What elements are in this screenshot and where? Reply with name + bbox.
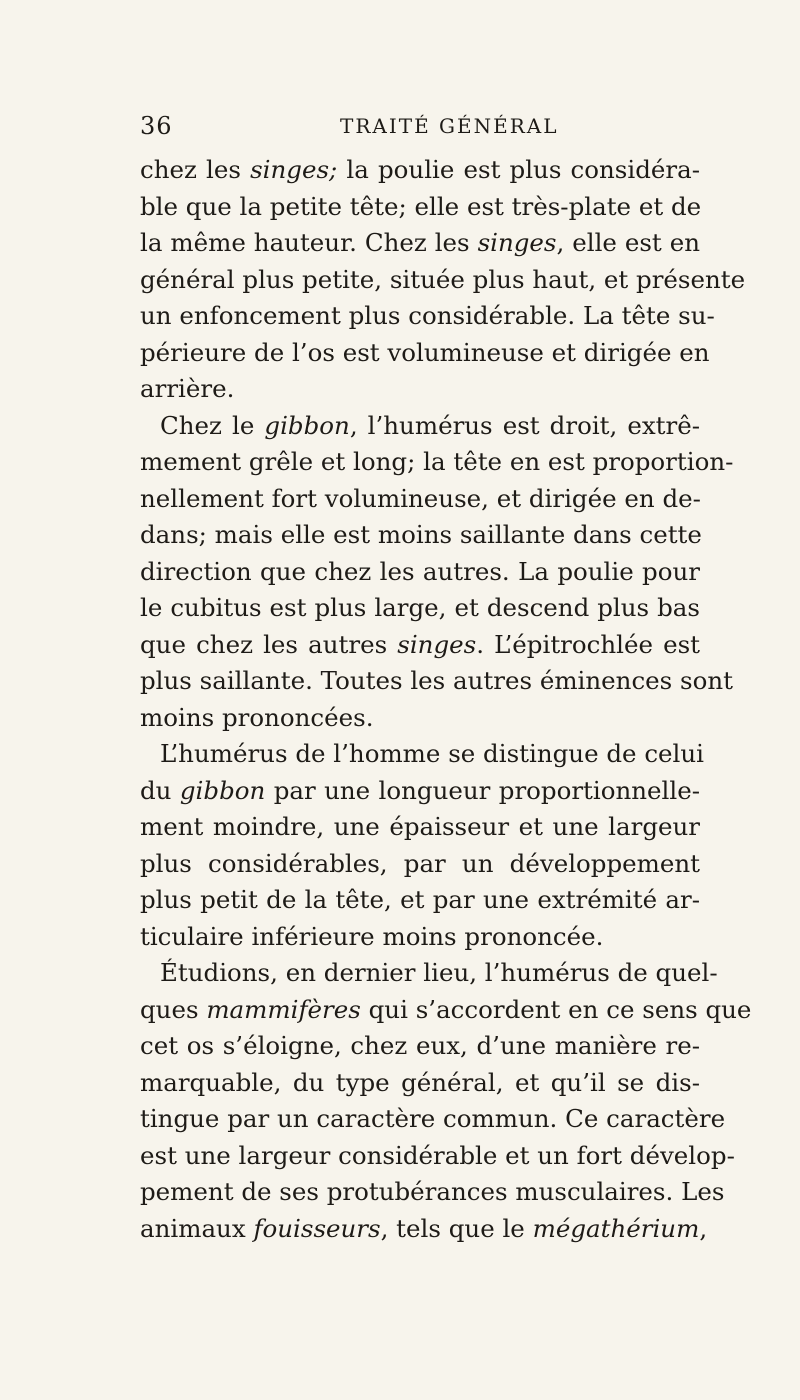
text-line: nellement fort volumineuse, et dirigée en de- — [140, 483, 701, 513]
text-line: marquable, du type général, et qu’il se dis- — [140, 1067, 700, 1097]
text-line: direction que chez les autres. La poulie pour — [140, 556, 700, 586]
text-line: moins prononcées. — [140, 702, 374, 732]
text-line: mement grêle et long; la tête en est proportion- — [140, 447, 734, 476]
page-header — [140, 112, 660, 142]
body-text — [140, 152, 752, 1247]
text-line: chez les singes; la poulie est plus considéra- — [140, 155, 700, 184]
text-line: plus considérables, par un développement — [140, 848, 700, 878]
text-line: arrière. — [140, 374, 235, 403]
text-line: animaux fouisseurs, tels que le mégathérium, — [140, 1213, 708, 1243]
text-line: dans; mais elle est moins saillante dans cette — [140, 520, 702, 549]
text-line: ment moindre, une épaisseur et une largeur — [140, 812, 700, 841]
text-line: cet os s’éloigne, chez eux, d’une manière re- — [140, 1031, 700, 1060]
text-line: est une largeur considérable et un fort dévelop- — [140, 1140, 735, 1170]
text-line: ble que la petite tête; elle est très-plate et de — [140, 191, 702, 221]
text-line: pement de ses protubérances musculaires. Les — [140, 1177, 725, 1206]
paragraph-start: L’humérus de l’homme se distingue de celui — [160, 739, 705, 768]
text-line: ticulaire inférieure moins prononcée. — [140, 921, 604, 951]
text-line: la même hauteur. Chez les singes, elle est en — [140, 228, 700, 257]
text-line: plus petit de la tête, et par une extrémité ar- — [140, 885, 700, 914]
running-title: TRAITÉ GÉNÉRAL — [340, 114, 559, 138]
text-line: général plus petite, située plus haut, et présente — [140, 264, 746, 294]
text-line: que chez les autres singes. L’épitrochlée est — [140, 629, 700, 659]
text-line: ques mammifères qui s’accordent en ce sens que — [140, 994, 752, 1024]
paragraph-start: Chez le gibbon, l’humérus est droit, extrê- — [160, 410, 700, 440]
text-line: le cubitus est plus large, et descend plus bas — [140, 593, 700, 622]
text-line: tingue par un caractère commun. Ce caractère — [140, 1104, 726, 1133]
text-line: un enfoncement plus considérable. La tête su- — [140, 301, 715, 330]
page-number: 36 — [140, 112, 173, 140]
text-line: périeure de l’os est volumineuse et dirigée en — [140, 337, 710, 367]
text-line: plus saillante. Toutes les autres éminences sont — [140, 666, 733, 695]
paragraph-start: Étudions, en dernier lieu, l’humérus de quel- — [160, 958, 718, 987]
text-line: du gibbon par une longueur proportionnelle- — [140, 775, 700, 805]
